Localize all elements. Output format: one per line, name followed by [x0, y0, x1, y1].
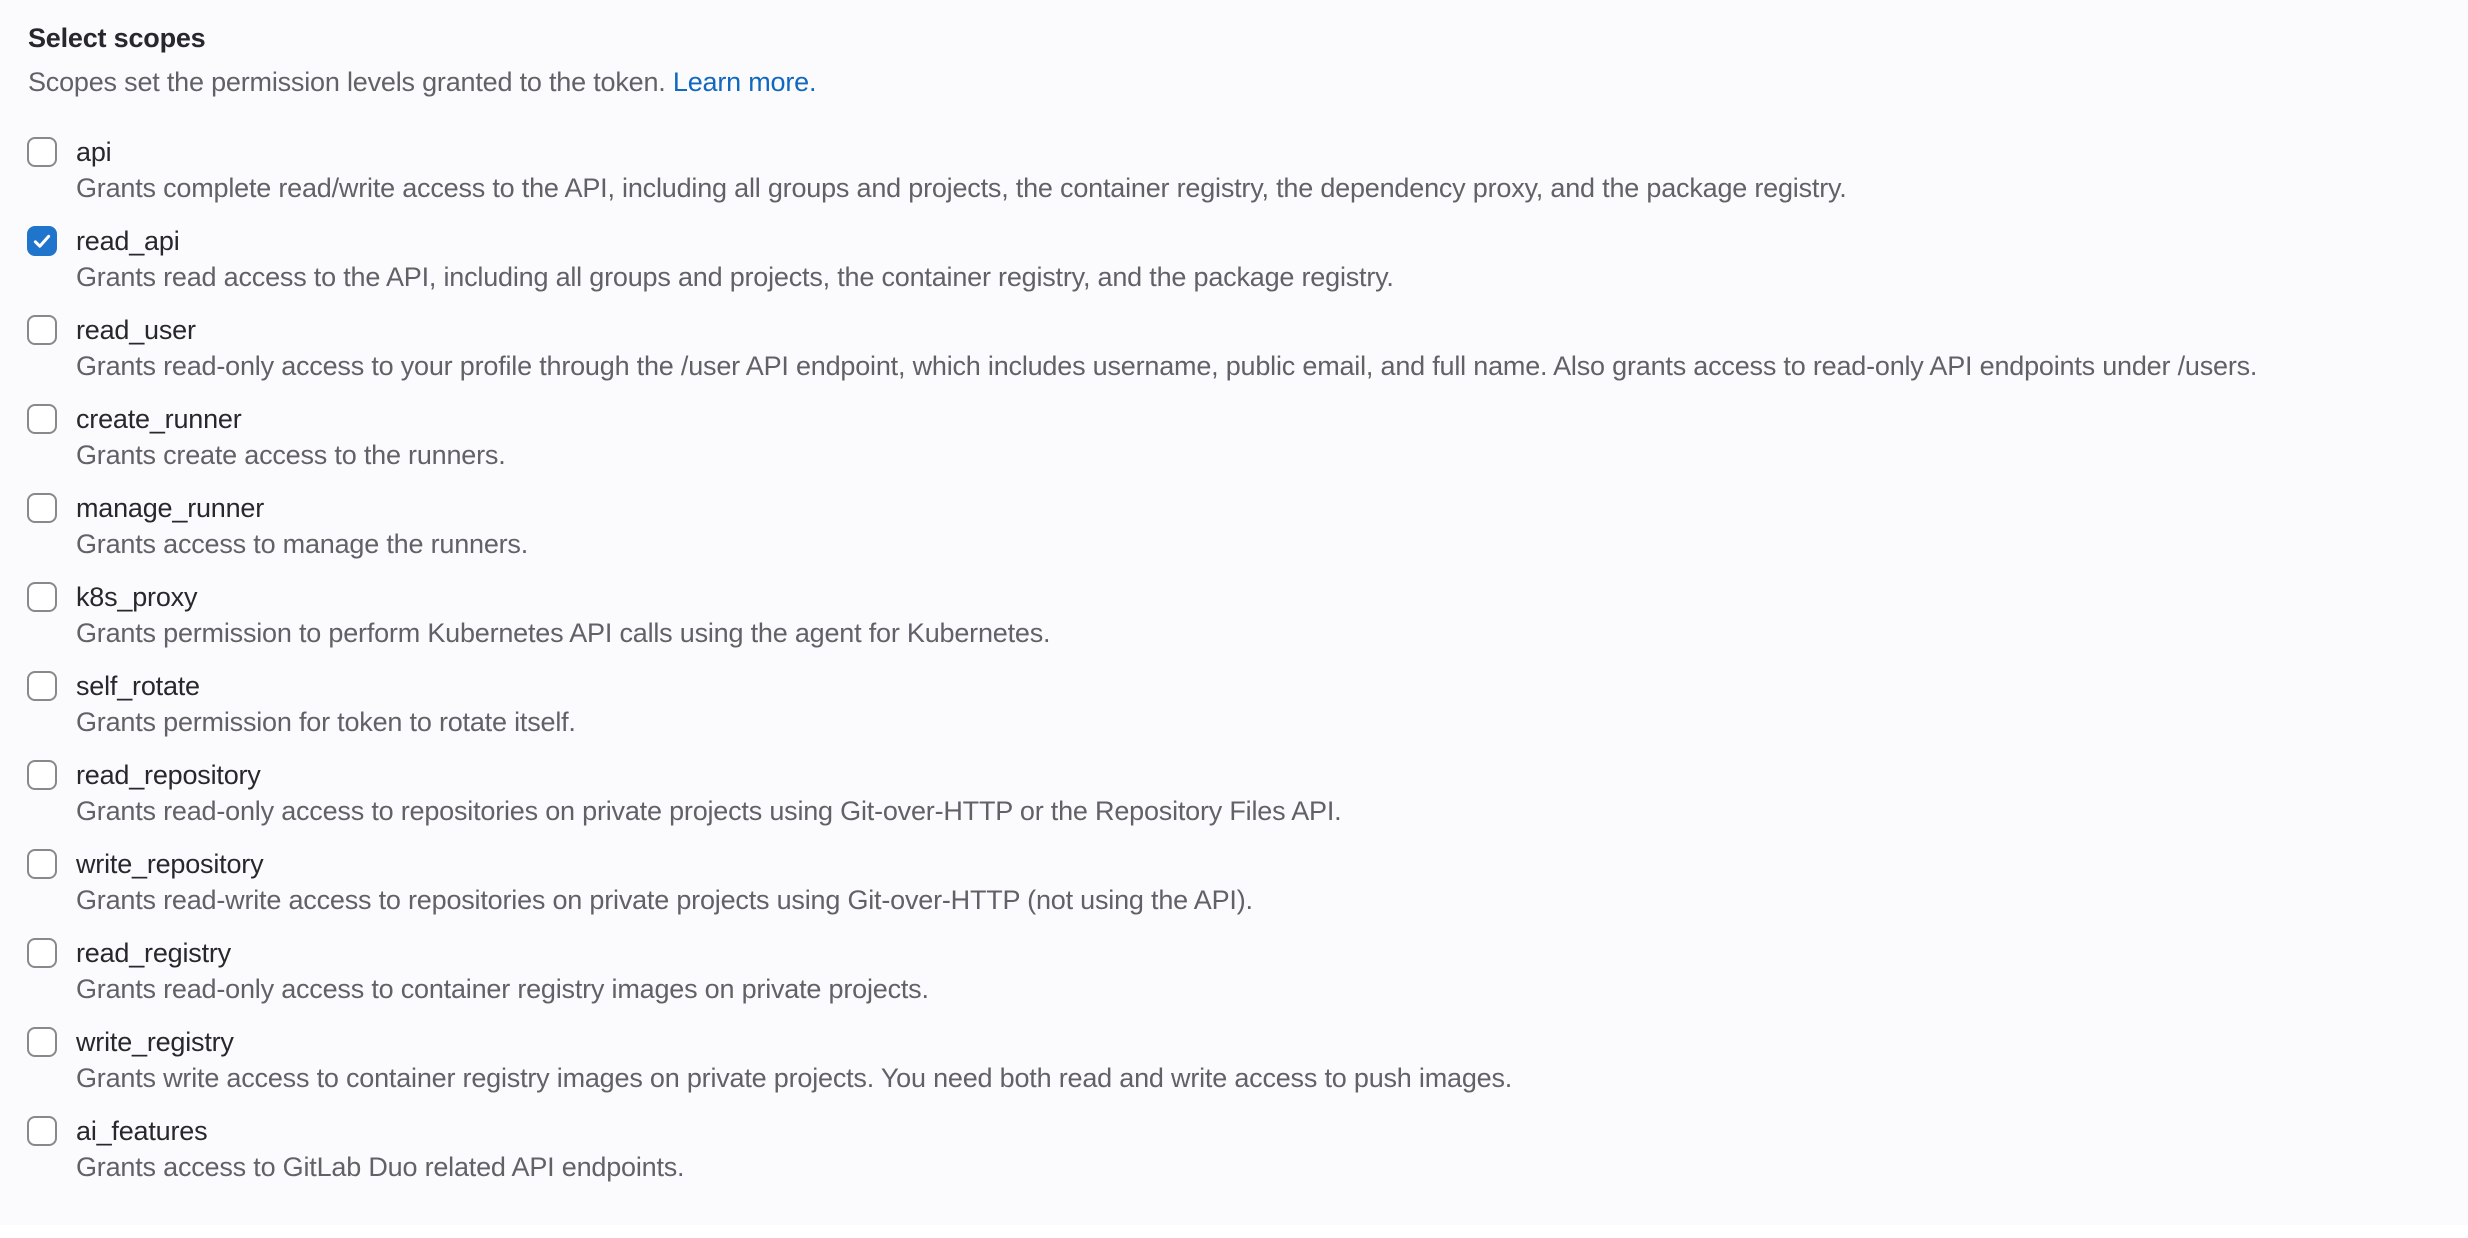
scope-description: Grants access to manage the runners.: [76, 529, 529, 559]
scope-checkbox-row[interactable]: [28, 1024, 2460, 1060]
scope-row: [28, 668, 2460, 740]
page-subtitle: [28, 64, 2460, 100]
scope-checkbox-row[interactable]: [28, 1113, 2460, 1149]
scope-checkbox[interactable]: [27, 582, 57, 612]
scope-description: Grants read-only access to your profile through the /user API endpoint, which includes username, public email, and full name. Also grants access to read-only API endpoints under /users.: [76, 351, 2258, 381]
bottom-edge-divider: [0, 1225, 2468, 1238]
scope-checkbox[interactable]: [27, 404, 57, 434]
learn-more-link[interactable]: Learn more.: [672, 67, 817, 97]
scope-checkbox-row[interactable]: [28, 490, 2460, 526]
scope-checkbox-row[interactable]: [28, 401, 2460, 437]
scope-label[interactable]: ai_features: [76, 1116, 208, 1146]
scope-row: [28, 490, 2460, 562]
scopes-list: [28, 134, 2460, 1185]
scope-checkbox[interactable]: [27, 315, 57, 345]
scope-label[interactable]: read_user: [76, 315, 196, 345]
scope-label[interactable]: write_repository: [76, 849, 264, 879]
scope-checkbox[interactable]: [27, 849, 57, 879]
scope-description: Grants write access to container registry images on private projects. You need both read and write access to push images.: [76, 1063, 1513, 1093]
scope-row: [28, 846, 2460, 918]
scope-row: [28, 757, 2460, 829]
scope-row: [28, 1024, 2460, 1096]
scope-row: [28, 579, 2460, 651]
scope-checkbox-row[interactable]: [28, 846, 2460, 882]
scope-checkbox[interactable]: [27, 226, 57, 256]
scope-row: [28, 401, 2460, 473]
scope-description: Grants read-only access to container registry images on private projects.: [76, 974, 929, 1004]
scope-label[interactable]: write_registry: [76, 1027, 234, 1057]
scope-label[interactable]: k8s_proxy: [76, 582, 198, 612]
scope-checkbox-row[interactable]: [28, 668, 2460, 704]
scope-checkbox[interactable]: [27, 760, 57, 790]
scope-row: [28, 134, 2460, 206]
scope-description: Grants create access to the runners.: [76, 440, 506, 470]
scope-description: Grants access to GitLab Duo related API endpoints.: [76, 1152, 685, 1182]
scope-description: Grants read access to the API, including all groups and projects, the container registry, and the package registry.: [76, 262, 1394, 292]
scope-label[interactable]: read_repository: [76, 760, 261, 790]
scope-description: Grants permission to perform Kubernetes API calls using the agent for Kubernetes.: [76, 618, 1051, 648]
scope-checkbox[interactable]: [27, 938, 57, 968]
scope-row: [28, 935, 2460, 1007]
scope-row: [28, 1113, 2460, 1185]
scope-checkbox[interactable]: [27, 671, 57, 701]
scope-row: [28, 223, 2460, 295]
scope-label[interactable]: create_runner: [76, 404, 242, 434]
scope-checkbox[interactable]: [27, 1116, 57, 1146]
scope-label[interactable]: read_api: [76, 226, 180, 256]
scope-label[interactable]: manage_runner: [76, 493, 265, 523]
scope-checkbox-row[interactable]: [28, 223, 2460, 259]
scope-row: [28, 312, 2460, 384]
subtitle-text: Scopes set the permission levels granted to the token.: [28, 67, 666, 97]
scope-checkbox[interactable]: [27, 1027, 57, 1057]
scope-checkbox-row[interactable]: [28, 579, 2460, 615]
checkmark-icon: [31, 230, 53, 252]
scope-checkbox-row[interactable]: [28, 757, 2460, 793]
scope-checkbox-row[interactable]: [28, 935, 2460, 971]
scope-description: Grants permission for token to rotate itself.: [76, 707, 576, 737]
scope-description: Grants complete read/write access to the API, including all groups and projects, the container registry, the dependency proxy, and the package registry.: [76, 173, 1847, 203]
scope-label[interactable]: read_registry: [76, 938, 231, 968]
page-title: Select scopes: [28, 23, 206, 53]
scope-description: Grants read-write access to repositories on private projects using Git-over-HTTP (not using the API).: [76, 885, 1253, 915]
scope-checkbox-row[interactable]: [28, 312, 2460, 348]
scope-label[interactable]: api: [76, 137, 112, 167]
scope-label[interactable]: self_rotate: [76, 671, 200, 701]
scope-description: Grants read-only access to repositories on private projects using Git-over-HTTP or the Repository Files API.: [76, 796, 1342, 826]
scope-checkbox-row[interactable]: [28, 134, 2460, 170]
scope-checkbox[interactable]: [27, 493, 57, 523]
scope-checkbox[interactable]: [27, 137, 57, 167]
